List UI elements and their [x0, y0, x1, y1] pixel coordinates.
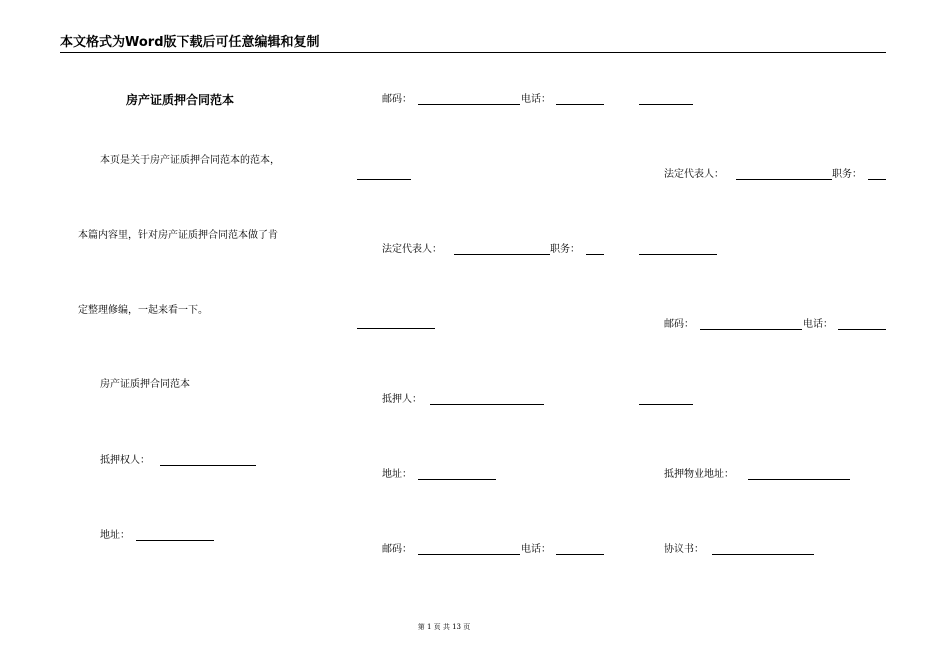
doc-title: 房产证质押合同范本: [126, 93, 235, 107]
right-property-address-blank: [748, 479, 850, 480]
right-blank-line-3: [639, 404, 693, 405]
mid-phone-blank-1: [556, 104, 604, 105]
right-property-address-label: 抵押物业地址：: [664, 469, 734, 480]
mid-phone-label-2: 电话：: [521, 544, 551, 555]
sub-title: 房产证质押合同范本: [100, 379, 190, 390]
right-agreement-blank: [712, 554, 814, 555]
right-legal-rep-blank: [736, 179, 832, 180]
mid-pledgor-blank: [430, 404, 544, 405]
pledgee-label: 抵押权人：: [100, 455, 150, 466]
right-postcode-label: 邮码：: [664, 319, 694, 330]
mid-postcode-blank-2: [418, 554, 520, 555]
left-address-label: 地址：: [100, 530, 130, 541]
mid-address-blank: [418, 479, 496, 480]
right-phone-blank: [838, 329, 886, 330]
mid-pledgor-label: 抵押人：: [382, 394, 422, 405]
mid-postcode-label-1: 邮码：: [382, 94, 412, 105]
right-blank-line-2: [639, 254, 717, 255]
right-legal-rep-label: 法定代表人：: [664, 169, 724, 180]
mid-position-label: 职务：: [550, 244, 580, 255]
right-position-label: 职务：: [832, 169, 862, 180]
mid-position-blank: [586, 254, 604, 255]
mid-postcode-blank-1: [418, 104, 520, 105]
mid-phone-label-1: 电话：: [521, 94, 551, 105]
page-footer: 第 1 页 共 13 页: [417, 623, 471, 631]
mid-blank-line-2: [357, 328, 435, 329]
pledgee-blank: [160, 465, 256, 466]
mid-postcode-label-2: 邮码：: [382, 544, 412, 555]
right-postcode-blank: [700, 329, 802, 330]
mid-address-label: 地址：: [382, 469, 412, 480]
right-blank-line-1: [639, 104, 693, 105]
right-phone-label: 电话：: [803, 319, 833, 330]
right-agreement-label: 协议书：: [664, 544, 704, 555]
mid-legal-rep-blank: [454, 254, 550, 255]
mid-legal-rep-label: 法定代表人：: [382, 244, 442, 255]
intro-line-3: 定整理修编，一起来看一下。: [78, 305, 208, 316]
mid-blank-line-1: [357, 179, 411, 180]
intro-line-1: 本页是关于房产证质押合同范本的范本，: [100, 155, 280, 166]
page-header: 本文格式为Word版下载后可任意编辑和复制: [60, 35, 886, 53]
intro-line-2: 本篇内容里，针对房产证质押合同范本做了肯: [78, 230, 278, 241]
right-position-blank: [868, 179, 886, 180]
mid-phone-blank-2: [556, 554, 604, 555]
left-address-blank: [136, 540, 214, 541]
